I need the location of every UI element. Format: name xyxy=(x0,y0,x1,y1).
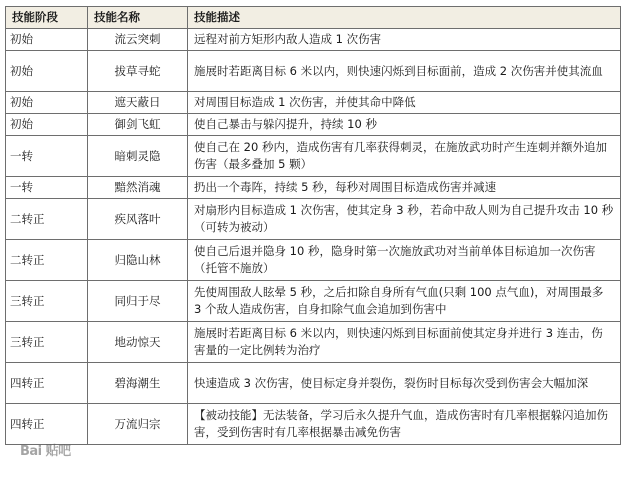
table-row xyxy=(6,136,621,177)
cell-name: 碧海潮生 xyxy=(88,363,188,404)
cell-desc: 【被动技能】无法装备，学习后永久提升气血，造成伤害时有几率根据躲闪追加伤害，受到伤害时有几率根据暴击减免伤害 xyxy=(188,404,621,445)
cell-desc: 先使周围敌人眩晕 5 秒，之后扣除自身所有气血(只剩 100 点气血)，对周围最多 3 个敌人造成伤害，自身扣除气血会追加到伤害中 xyxy=(188,281,621,322)
cell-stage: 四转正 xyxy=(6,404,88,445)
cell-stage: 初始 xyxy=(6,51,88,92)
cell-desc: 扔出一个毒阵，持续 5 秒，每秒对周围目标造成伤害并减速 xyxy=(188,177,621,199)
cell-name: 同归于尽 xyxy=(88,281,188,322)
baidu-tieba-watermark xyxy=(20,440,71,459)
table-row xyxy=(6,404,621,445)
cell-desc: 使自己后退并隐身 10 秒，隐身时第一次施放武功对当前单体目标追加一次伤害（托管不施放） xyxy=(188,240,621,281)
skill-table xyxy=(5,6,621,445)
cell-stage: 初始 xyxy=(6,114,88,136)
cell-name: 御剑飞虹 xyxy=(88,114,188,136)
table-row xyxy=(6,177,621,199)
table-row xyxy=(6,240,621,281)
cell-stage: 一转 xyxy=(6,136,88,177)
header-stage: 技能阶段 xyxy=(6,7,88,29)
skill-table-container xyxy=(5,6,620,445)
cell-name: 拔草寻蛇 xyxy=(88,51,188,92)
cell-name: 黯然消魂 xyxy=(88,177,188,199)
cell-stage: 一转 xyxy=(6,177,88,199)
table-row xyxy=(6,281,621,322)
cell-desc: 使自己暴击与躲闪提升，持续 10 秒 xyxy=(188,114,621,136)
cell-stage: 初始 xyxy=(6,29,88,51)
cell-desc: 快速造成 3 次伤害，使目标定身并裂伤，裂伤时目标每次受到伤害会大幅加深 xyxy=(188,363,621,404)
cell-desc: 远程对前方矩形内敌人造成 1 次伤害 xyxy=(188,29,621,51)
cell-desc: 施展时若距离目标 6 米以内，则快速闪烁到目标面前使其定身并进行 3 连击，伤害量的一定比例转为治疗 xyxy=(188,322,621,363)
table-row xyxy=(6,92,621,114)
table-row xyxy=(6,114,621,136)
cell-stage: 三转正 xyxy=(6,281,88,322)
cell-name: 万流归宗 xyxy=(88,404,188,445)
cell-stage: 二转正 xyxy=(6,199,88,240)
cell-name: 地动惊天 xyxy=(88,322,188,363)
cell-desc: 对周围目标造成 1 次伤害，并使其命中降低 xyxy=(188,92,621,114)
cell-stage: 三转正 xyxy=(6,322,88,363)
table-row xyxy=(6,363,621,404)
cell-stage: 四转正 xyxy=(6,363,88,404)
cell-name: 流云突刺 xyxy=(88,29,188,51)
cell-name: 疾风落叶 xyxy=(88,199,188,240)
cell-stage: 初始 xyxy=(6,92,88,114)
table-row xyxy=(6,51,621,92)
cell-name: 遮天蔽日 xyxy=(88,92,188,114)
cell-desc: 使自己在 20 秒内，造成伤害有几率获得刺灵，在施放武功时产生连刺并额外追加伤害（最多叠加 5 颗） xyxy=(188,136,621,177)
cell-desc: 施展时若距离目标 6 米以内，则快速闪烁到目标面前，造成 2 次伤害并使其流血 xyxy=(188,51,621,92)
header-desc: 技能描述 xyxy=(188,7,621,29)
table-header-row xyxy=(6,7,621,29)
table-row xyxy=(6,322,621,363)
table-row xyxy=(6,199,621,240)
cell-name: 归隐山林 xyxy=(88,240,188,281)
cell-stage: 二转正 xyxy=(6,240,88,281)
cell-name: 暗刺灵隐 xyxy=(88,136,188,177)
cell-desc: 对扇形内目标造成 1 次伤害，使其定身 3 秒，若命中敌人则为自己提升攻击 10 秒（可转为被动） xyxy=(188,199,621,240)
watermark-text: Bai 贴吧 xyxy=(20,444,71,459)
header-name: 技能名称 xyxy=(88,7,188,29)
table-row xyxy=(6,29,621,51)
